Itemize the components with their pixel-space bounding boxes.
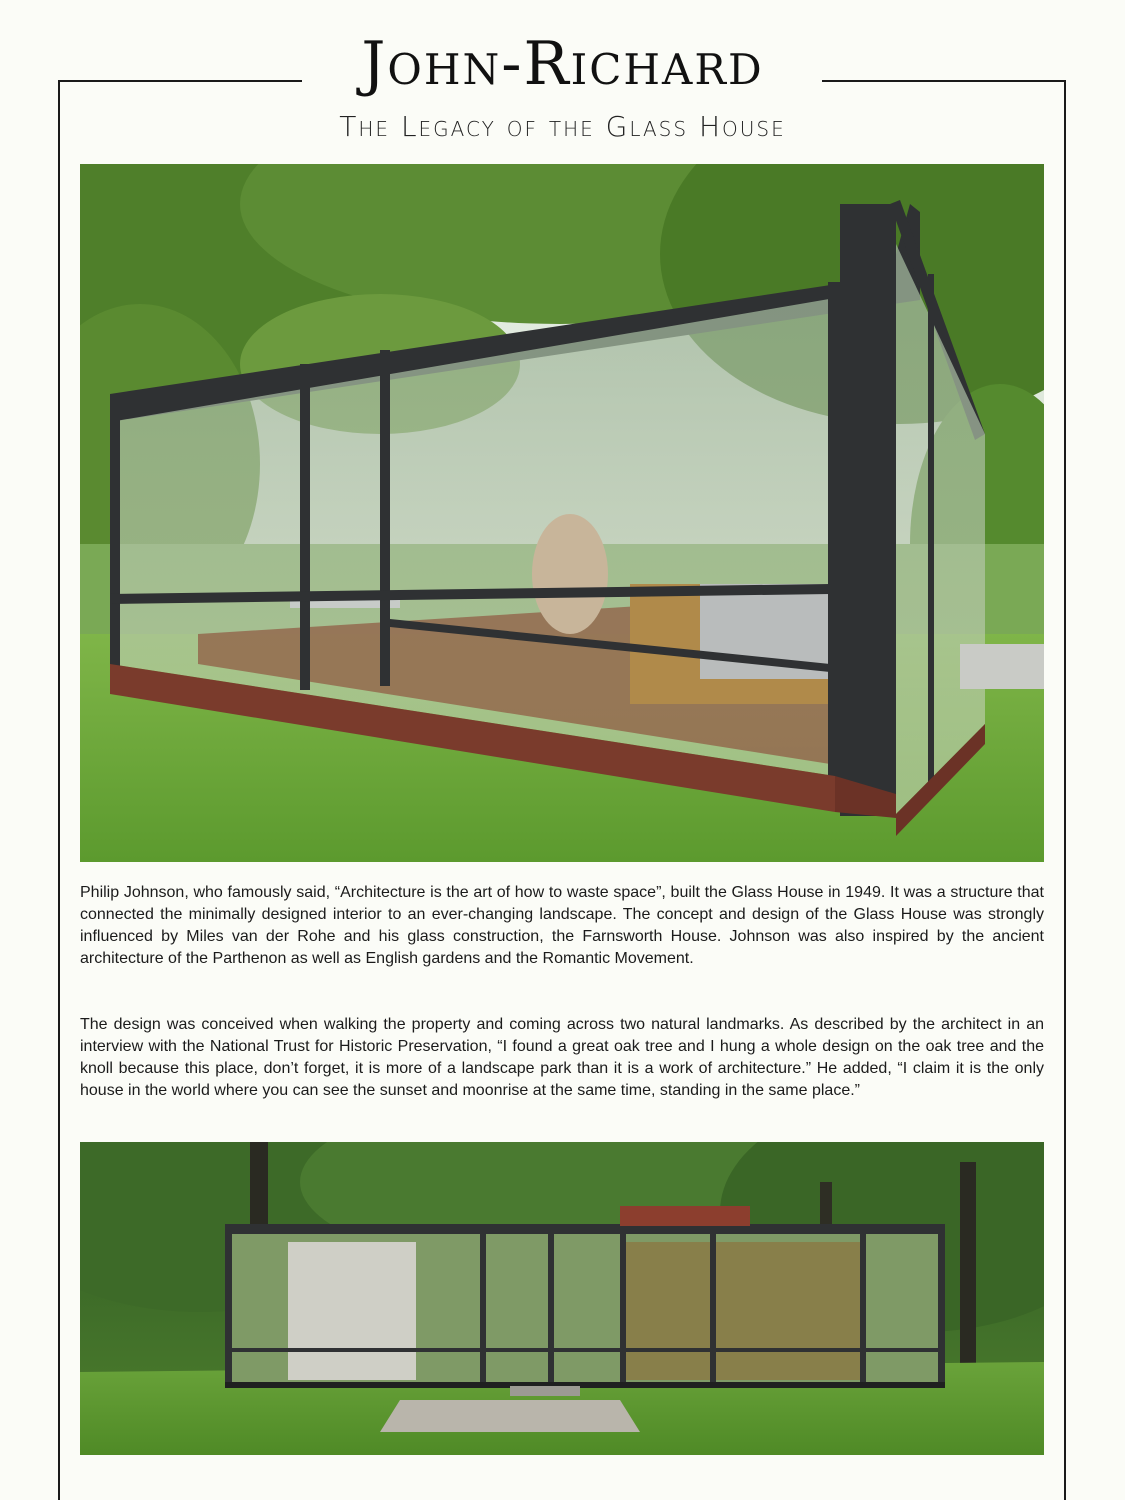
- page-subtitle: The Legacy of the Glass House: [339, 110, 786, 143]
- paragraph-2: The design was conceived when walking the property and coming across two natural landmarks. As described by the architect in an interview with the National Trust for Historic Preservation, “I found a great oak tree and I hung a whole design on the oak tree and the knoll because this place, don’t forget, it is more of a landscape park than it is a work of architecture.” He added, “I claim it is the only house in the world where you can see the sunset and moonrise at the same time, standing in the same place.”: [80, 1016, 1044, 1099]
- frame-right-rule: [1064, 80, 1066, 1500]
- glass-house-facade-icon: [80, 1142, 1044, 1455]
- frame-left-rule: [58, 80, 60, 1500]
- glass-house-corner-photo: [80, 164, 1044, 862]
- glass-house-corner-icon: [80, 164, 1044, 862]
- glass-house-facade-photo: [80, 1142, 1044, 1455]
- paragraph-1: Philip Johnson, who famously said, “Architecture is the art of how to waste space”, built the Glass House in 1949. It was a structure that connected the minimally designed interior to an ever-changing landscape. The concept and design of the Glass House was strongly influenced by Miles van der Rohe and his glass construction, the Farnsworth House. Johnson was also inspired by the ancient architecture of the Parthenon as well as English gardens and the Romantic Movement.: [80, 884, 1044, 967]
- brand-title-text: John-Richard: [343, 29, 781, 99]
- brand-title: [0, 24, 1125, 104]
